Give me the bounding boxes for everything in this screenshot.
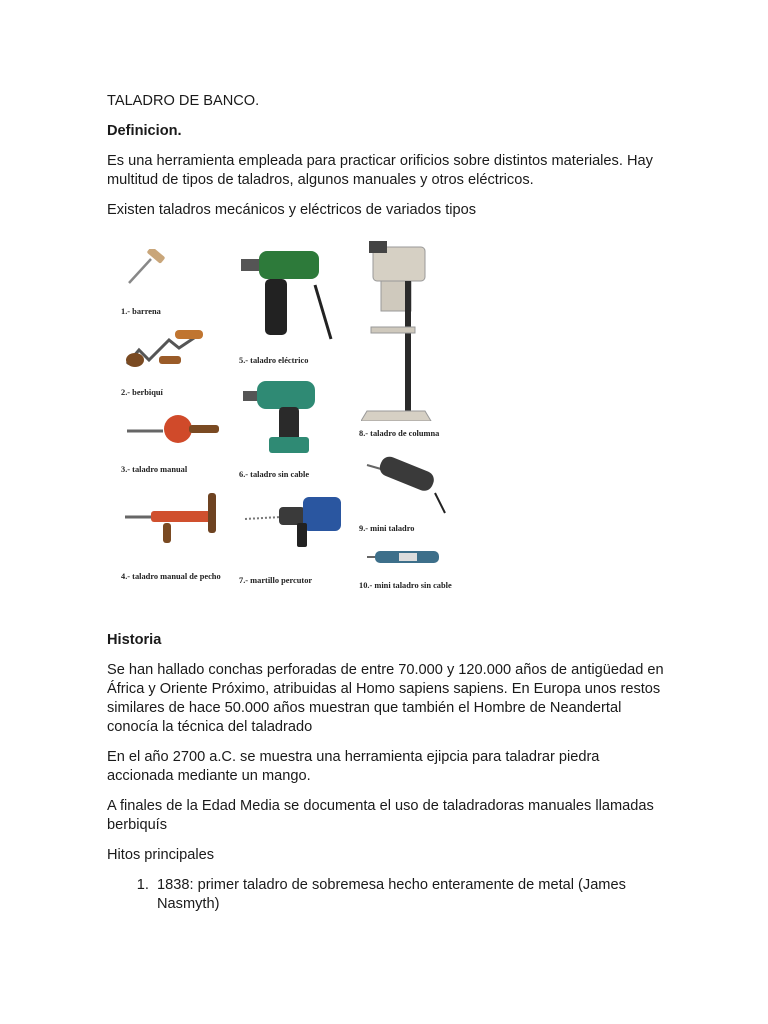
caption-3: 3.- taladro manual	[121, 465, 188, 474]
caption-1: 1.- barrena	[121, 307, 161, 316]
drill-press-image	[361, 241, 441, 421]
caption-9: 9.- mini taladro	[359, 524, 415, 533]
gimlet-image	[121, 249, 169, 289]
caption-2: 2.- berbiquí	[121, 388, 163, 397]
history-paragraph-3: A finales de la Edad Media se documenta el uso de taladradoras manuales llamadas berbiquís	[107, 798, 654, 833]
cordless-mini-drill-image	[365, 547, 445, 567]
list-item: 1. 1838: primer taladro de sobremesa hecho enteramente de metal (James Nasmyth)	[153, 876, 667, 914]
caption-7: 7.- martillo percutor	[239, 576, 313, 585]
document-title: TALADRO DE BANCO.	[107, 93, 260, 109]
history-heading: Historia	[107, 632, 162, 648]
types-paragraph: Existen taladros mecánicos y eléctricos de variados tipos	[107, 202, 477, 218]
mini-drill-image	[365, 455, 455, 515]
caption-10: 10.- mini taladro sin cable	[359, 581, 452, 590]
milestones-heading: Hitos principales	[107, 847, 215, 863]
definition-heading: Definicion.	[107, 123, 182, 139]
hand-drill-image	[123, 411, 223, 451]
electric-drill-image	[239, 245, 339, 345]
hammer-drill-image	[239, 493, 349, 553]
caption-4: 4.- taladro manual de pecho	[121, 572, 221, 581]
brace-image	[119, 326, 214, 376]
caption-8: 8.- taladro de columna	[359, 429, 440, 438]
drill-types-figure	[107, 231, 467, 613]
caption-5: 5.- taladro eléctrico	[239, 356, 309, 365]
caption-6: 6.- taladro sin cable	[239, 470, 310, 479]
definition-paragraph: Es una herramienta empleada para practicar orificios sobre distintos materiales. Hay multitud de tipos de taladros, algunos manuales y otros eléctricos.	[107, 153, 653, 188]
cordless-drill-image	[239, 377, 334, 457]
document-body	[107, 92, 667, 914]
breast-drill-image	[123, 489, 228, 551]
history-paragraph-1: Se han hallado conchas perforadas de entre 70.000 y 120.000 años de antigüedad en África y Oriente Próximo, atribuidas al Homo sapiens sapiens. En Europa unos restos similares de hace 50.000 años muestran que también el Hombre de Neandertal conocía la técnica del taladrado	[107, 662, 664, 735]
history-paragraph-2: En el año 2700 a.C. se muestra una herramienta ejipcia para taladrar piedra accionada mediante un mango.	[107, 749, 600, 784]
milestones-list	[107, 876, 667, 914]
